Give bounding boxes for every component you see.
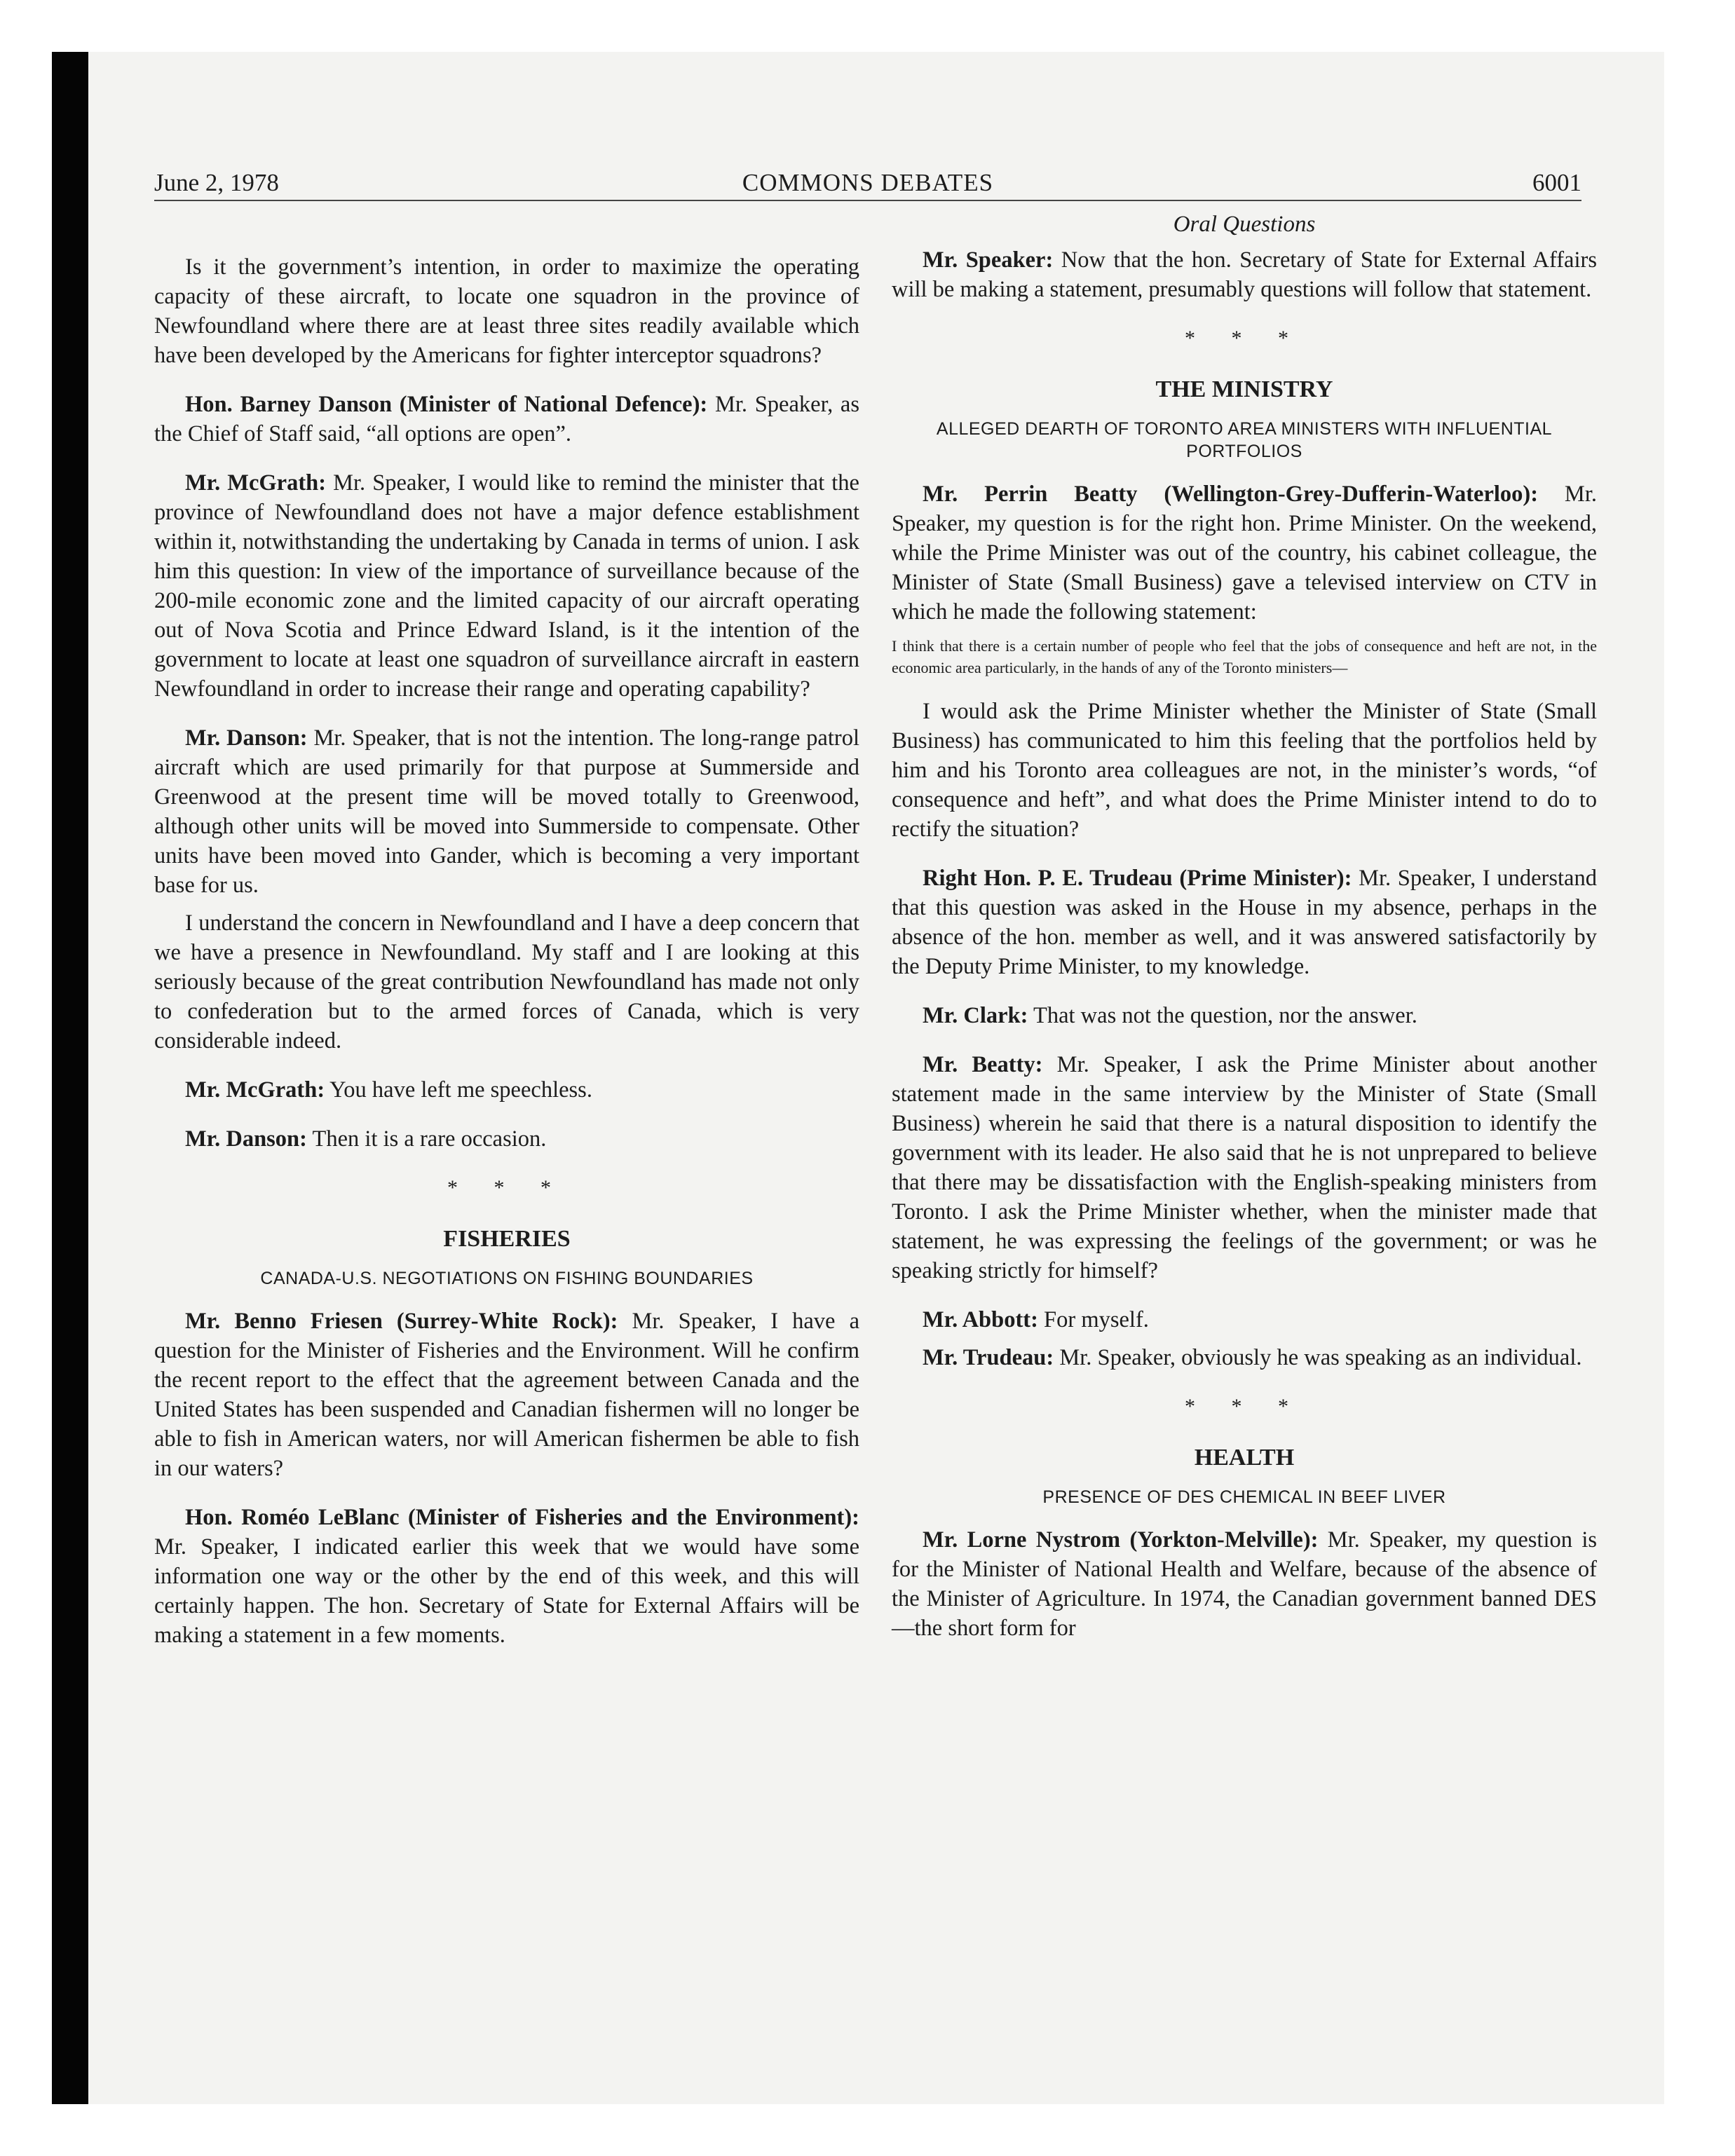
speaker-name: Mr. Danson: — [185, 725, 308, 751]
paragraph — [892, 479, 1597, 627]
speaker-name: Mr. Danson: — [185, 1126, 307, 1152]
section-subtitle: PRESENCE OF DES CHEMICAL IN BEEF LIVER — [1042, 1487, 1446, 1507]
paragraph — [892, 1001, 1597, 1030]
right-column — [892, 209, 1597, 1663]
left-column — [154, 252, 859, 1670]
paragraph — [892, 1525, 1597, 1643]
speaker-name: Mr. Perrin Beatty (Wellington-Grey-Dufferin-Waterloo): — [923, 482, 1539, 507]
section-divider: * * * — [447, 1176, 566, 1199]
speaker-name: Right Hon. P. E. Trudeau (Prime Minister): — [923, 866, 1352, 891]
binding-edge — [52, 52, 88, 2104]
speech-text: Mr. Speaker, I ask the Prime Minister about another statement made in the same interview by the Minister of State (Small Business) wherein he said that there is a natural disposition to identify the government with its leader. He also said that he is not unprepared to believe that there may be dissatisfaction with the English-speaking ministers from Toronto. I ask the Prime Minister whether, when the minister made that statement, he was expressing the feelings of the government; or was he speaking strictly for himself? — [892, 1052, 1597, 1283]
speech-text: Mr. Speaker, my question is for the Minister of National Health and Welfare, because of the absence of the Minister of Agriculture. In 1974, the Canadian government banned DES—the short form for — [892, 1527, 1597, 1641]
paragraph — [892, 1305, 1597, 1335]
paragraph — [154, 723, 859, 900]
speaker-name: Mr. Clark: — [923, 1003, 1028, 1028]
quoted-statement: I think that there is a certain number of people who feel that the jobs of consequence and heft are not, in the economic area particularly, in the hands of any of the Toronto ministers— — [892, 637, 1597, 676]
paragraph: Is it the government’s intention, in order to maximize the operating capacity of these aircraft, to locate one squadron in the province of Newfoundland where there are at least three sites readily available which have been developed by the Americans for fighter interceptor squadrons? — [154, 254, 859, 368]
speech-text: Mr. Speaker, my question is for the right hon. Prime Minister. On the weekend, while the Prime Minister was out of the country, his cabinet colleague, the Minister of State (Small Business) gave a televised interview on CTV in which he made the following statement: — [892, 482, 1597, 625]
speaker-name: Mr. McGrath: — [185, 1077, 325, 1103]
speech-text: Then it is a rare occasion. — [306, 1126, 547, 1152]
speech-text: Mr. Speaker, I have a question for the Minister of Fisheries and the Environment. Will he confirm the recent report to the effect that the agreement between Canada and the United States has been suspended and Canadian fishermen will no longer be able to fish in American waters, nor will American fishermen be able to fish in our waters? — [154, 1309, 859, 1481]
speaker-name: Mr. Trudeau: — [923, 1345, 1054, 1370]
header-rule — [154, 200, 1581, 201]
paragraph — [892, 1050, 1597, 1285]
speaker-name: Mr. McGrath: — [185, 470, 327, 496]
speech-text: Mr. Speaker, I would like to remind the minister that the province of Newfoundland does not have a major defence establishment within it, notwithstanding the undertaking by Canada in terms of union. I ask him this question: In view of the importance of surveillance because of the 200-mile economic zone and the limited capacity of our aircraft operating out of Nova Scotia and Prince Edward Island, is it the intention of the government to locate at least one squadron of surveillance aircraft in eastern Newfoundland in order to increase their range and operating capability? — [154, 470, 859, 702]
running-head: Oral Questions — [1173, 212, 1316, 237]
speaker-name: Mr. Abbott: — [923, 1307, 1038, 1332]
speech-text: Mr. Speaker, that is not the intention. The long-range patrol aircraft which are used primarily for that purpose at Summerside and Greenwood at the present time will be moved totally to Greenwood, although other units will be moved into Summerside to compensate. Other units have been moved into Gander, which is becoming a very important base for us. — [154, 725, 859, 898]
speech-text: Mr. Speaker, as the Chief of Staff said, “all options are open”. — [154, 392, 860, 446]
speech-text: Mr. Speaker, I indicated earlier this week that we would have some information one way or the other by the end of this week, and this will certainly happen. The hon. Secretary of State for External Affairs will be making a statement in a few moments. — [154, 1534, 859, 1648]
paragraph — [154, 390, 859, 449]
speaker-name: Mr. Beatty: — [923, 1052, 1043, 1077]
header-title: COMMONS DEBATES — [742, 169, 994, 196]
speech-text: Mr. Speaker, obviously he was speaking as an individual. — [1054, 1345, 1582, 1370]
section-title: HEALTH — [1194, 1445, 1295, 1471]
page-header — [154, 167, 1581, 199]
speech-text: That was not the question, nor the answer. — [1028, 1003, 1417, 1028]
speaker-name: Mr. Benno Friesen (Surrey-White Rock): — [185, 1309, 618, 1334]
page-number: 6001 — [1532, 169, 1581, 196]
paragraph — [154, 1503, 859, 1650]
speaker-name: Hon. Barney Danson (Minister of National Defence): — [185, 392, 708, 417]
section-divider: * * * — [1185, 327, 1304, 350]
paragraph: I would ask the Prime Minister whether the Minister of State (Small Business) has communicated to him this feeling that the portfolios held by him and his Toronto area colleagues are not, in the minister’s words, “of consequence and heft”, and what does the Prime Minister intend to do to rectify the situation? — [892, 699, 1597, 842]
paragraph: I understand the concern in Newfoundland and I have a deep concern that we have a presence in Newfoundland. My staff and I are looking at this seriously because of the great contribution Newfoundland has made not only to confederation but to the armed forces of Canada, which is very considerable indeed. — [154, 910, 859, 1053]
paragraph — [154, 1124, 859, 1154]
paragraph — [892, 245, 1597, 304]
speech-text: You have left me speechless. — [325, 1077, 592, 1103]
paragraph — [154, 468, 859, 704]
paragraph — [892, 1343, 1597, 1372]
speech-text: Now that the hon. Secretary of State for External Affairs will be making a statement, presumably questions will follow that statement. — [892, 247, 1597, 302]
speaker-name: Mr. Lorne Nystrom (Yorkton-Melville): — [923, 1527, 1319, 1553]
speech-text: For myself. — [1037, 1307, 1149, 1332]
paragraph — [154, 1306, 859, 1483]
speech-text: Mr. Speaker, I understand that this question was asked in the House in my absence, perhaps in the absence of the hon. member as well, and it was answered satisfactorily by the Deputy Prime Minister, to my knowledge. — [892, 866, 1597, 979]
speaker-name: Hon. Roméo LeBlanc (Minister of Fisheries and the Environment): — [185, 1505, 859, 1530]
section-subtitle: ALLEGED DEARTH OF TORONTO AREA MINISTERS WITH INFLUENTIAL PORTFOLIOS — [936, 419, 1553, 461]
section-title: FISHERIES — [443, 1226, 571, 1252]
speaker-name: Mr. Speaker: — [923, 247, 1054, 273]
section-divider: * * * — [1185, 1395, 1304, 1418]
paragraph — [892, 864, 1597, 981]
paragraph — [154, 1075, 859, 1105]
header-date: June 2, 1978 — [154, 169, 279, 196]
section-subtitle: CANADA-U.S. NEGOTIATIONS ON FISHING BOUNDARIES — [260, 1269, 754, 1288]
section-title: THE MINISTRY — [1155, 376, 1333, 402]
